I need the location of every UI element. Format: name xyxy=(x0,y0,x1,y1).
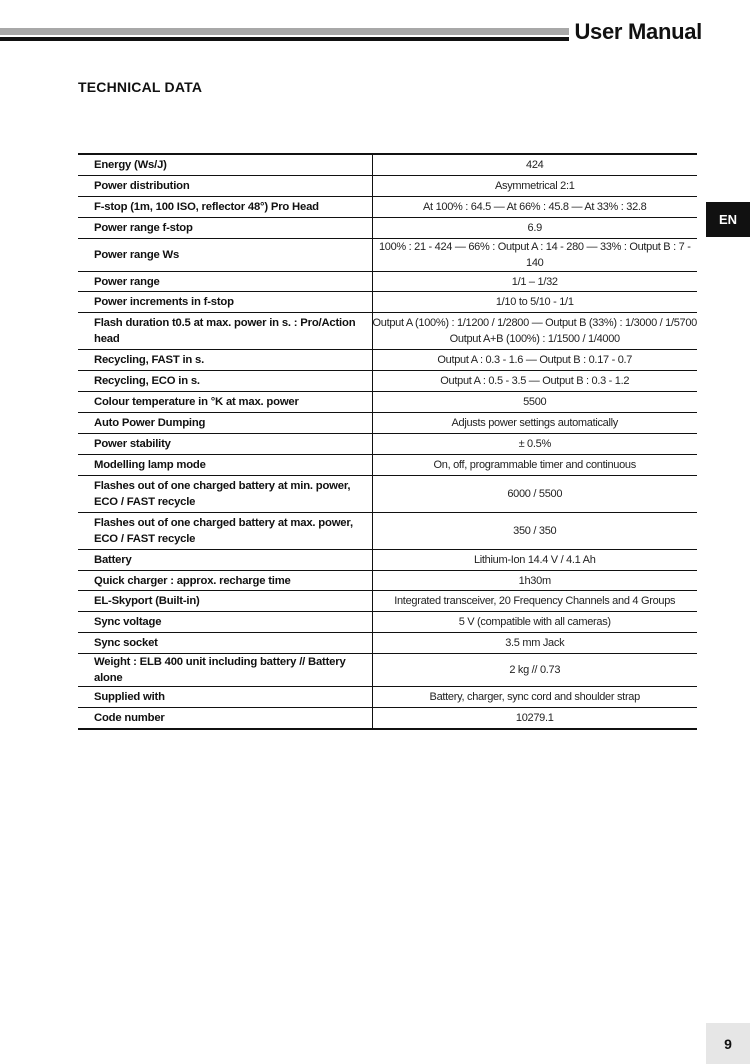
table-row xyxy=(78,454,697,475)
spec-value: Adjusts power settings automatically xyxy=(372,413,697,434)
spec-value-line: Output A (100%) : 1/1200 / 1/2800 — Output B (33%) : 1/3000 / 1/5700 xyxy=(372,317,697,330)
table-row xyxy=(78,175,697,196)
spec-label xyxy=(78,512,372,549)
table-row xyxy=(78,687,697,708)
table-row xyxy=(78,154,697,175)
table-row xyxy=(78,392,697,413)
spec-value: Integrated transceiver, 20 Frequency Channels and 4 Groups xyxy=(372,591,697,612)
spec-label: Modelling lamp mode xyxy=(78,454,372,475)
spec-label: EL-Skyport (Built-in) xyxy=(78,591,372,612)
spec-value xyxy=(372,313,697,350)
table-row xyxy=(78,633,697,654)
spec-label-line: ECO / FAST recycle xyxy=(94,532,196,545)
spec-label: Battery xyxy=(78,549,372,570)
spec-value-line: Output A+B (100%) : 1/1500 / 1/4000 xyxy=(449,333,620,346)
spec-value: 1h30m xyxy=(372,570,697,591)
spec-label: Power range xyxy=(78,271,372,292)
spec-label-line: Flashes out of one charged battery at max. power, xyxy=(94,516,353,529)
table-row xyxy=(78,612,697,633)
header-rule-black xyxy=(0,37,569,41)
spec-label xyxy=(78,475,372,512)
table-row xyxy=(78,350,697,371)
spec-value: 350 / 350 xyxy=(372,512,697,549)
spec-label: Power stability xyxy=(78,433,372,454)
spec-value: 1/10 to 5/10 - 1/1 xyxy=(372,292,697,313)
spec-value: 5 V (compatible with all cameras) xyxy=(372,612,697,633)
spec-value: Battery, charger, sync cord and shoulder strap xyxy=(372,687,697,708)
header-rule-grey xyxy=(0,28,569,35)
spec-value: Lithium-Ion 14.4 V / 4.1 Ah xyxy=(372,549,697,570)
table-row xyxy=(78,570,697,591)
table-row xyxy=(78,217,697,238)
spec-label: Supplied with xyxy=(78,687,372,708)
spec-value: ± 0.5% xyxy=(372,433,697,454)
spec-label: Sync socket xyxy=(78,633,372,654)
table-row xyxy=(78,371,697,392)
spec-label: Colour temperature in °K at max. power xyxy=(78,392,372,413)
section-title: TECHNICAL DATA xyxy=(78,79,203,95)
spec-value: Asymmetrical 2:1 xyxy=(372,175,697,196)
table-row xyxy=(78,512,697,549)
technical-data-table xyxy=(78,153,697,730)
spec-label: Auto Power Dumping xyxy=(78,413,372,434)
spec-label: Energy (Ws/J) xyxy=(78,154,372,175)
spec-label: Power range f-stop xyxy=(78,217,372,238)
spec-value: 1/1 – 1/32 xyxy=(372,271,697,292)
spec-value: On, off, programmable timer and continuous xyxy=(372,454,697,475)
table-row xyxy=(78,654,697,687)
header-rule xyxy=(0,28,569,42)
table-row xyxy=(78,271,697,292)
spec-label-line: Flashes out of one charged battery at min. power, xyxy=(94,479,351,492)
spec-label: Power range Ws xyxy=(78,238,372,271)
spec-label: Sync voltage xyxy=(78,612,372,633)
spec-label-line: ECO / FAST recycle xyxy=(94,495,196,508)
language-tab: EN xyxy=(706,202,750,237)
spec-label: Power increments in f-stop xyxy=(78,292,372,313)
spec-value: 10279.1 xyxy=(515,711,554,724)
table-row xyxy=(78,591,697,612)
spec-value: Output A : 0.5 - 3.5 — Output B : 0.3 - 1.2 xyxy=(372,371,697,392)
table-row xyxy=(78,549,697,570)
spec-label: Quick charger : approx. recharge time xyxy=(78,570,372,591)
spec-value: 100% : 21 - 424 — 66% : Output A : 14 - 280 — 33% : Output B : 7 - 140 xyxy=(372,238,697,271)
spec-label: Flash duration t0.5 at max. power in s. : Pro/Action head xyxy=(78,313,372,350)
spec-label: Recycling, ECO in s. xyxy=(78,371,372,392)
spec-value: 6.9 xyxy=(372,217,697,238)
table-row xyxy=(78,238,697,271)
spec-value: At 100% : 64.5 — At 66% : 45.8 — At 33% : 32.8 xyxy=(372,196,697,217)
page-number: 9 xyxy=(706,1023,750,1064)
table-row xyxy=(78,292,697,313)
spec-value: 2 kg // 0.73 xyxy=(372,654,697,687)
spec-value: 3.5 mm Jack xyxy=(372,633,697,654)
spec-label: Recycling, FAST in s. xyxy=(78,350,372,371)
table-row xyxy=(78,475,697,512)
table-row xyxy=(78,196,697,217)
spec-value: 6000 / 5500 xyxy=(372,475,697,512)
spec-label: F-stop (1m, 100 ISO, reflector 48°) Pro Head xyxy=(78,196,372,217)
spec-value: Output A : 0.3 - 1.6 — Output B : 0.17 - 0.7 xyxy=(372,350,697,371)
spec-value: 424 xyxy=(372,154,697,175)
spec-label: Power distribution xyxy=(78,175,372,196)
table-row xyxy=(78,433,697,454)
spec-label: Weight : ELB 400 unit including battery // Battery alone xyxy=(78,654,372,687)
table-row xyxy=(78,313,697,350)
manual-title: User Manual xyxy=(574,19,702,44)
spec-label: Code number xyxy=(78,708,372,729)
table-row xyxy=(78,413,697,434)
table-row xyxy=(78,708,697,729)
spec-value: 5500 xyxy=(372,392,697,413)
